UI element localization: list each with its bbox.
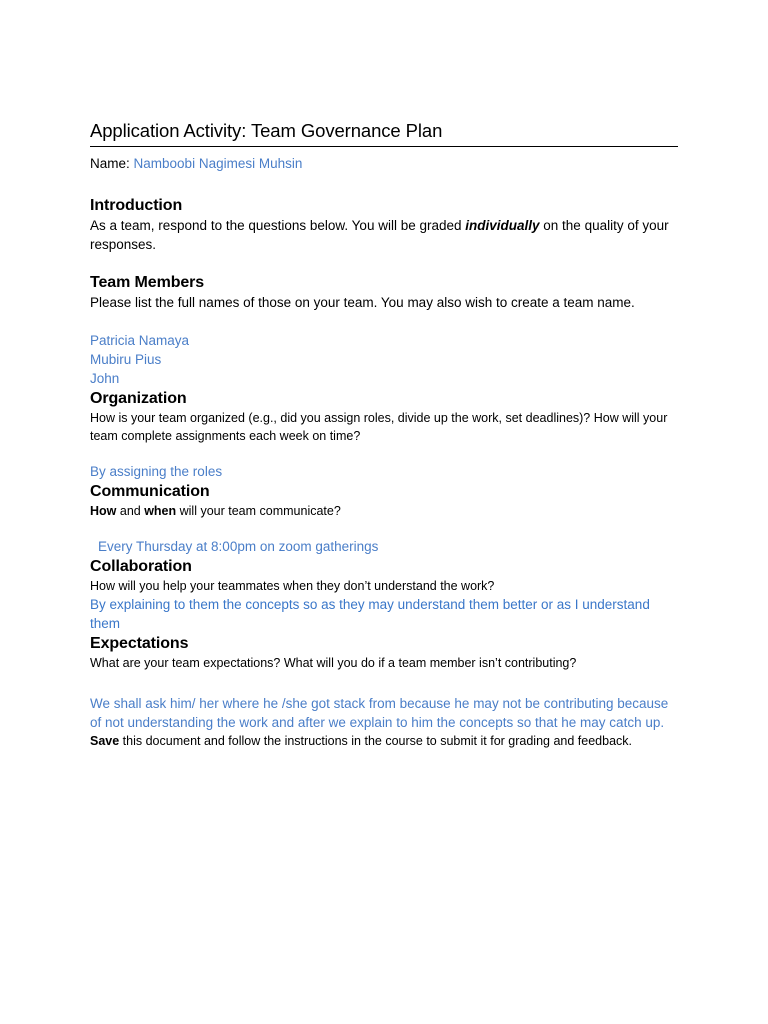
communication-answer: Every Thursday at 8:00pm on zoom gatherings [98, 539, 379, 554]
communication-prompt-when: when [144, 504, 177, 518]
communication-prompt-how: How [90, 504, 117, 518]
document-title: Application Activity: Team Governance Plan [90, 119, 678, 147]
save-instruction-text: this document and follow the instructions in the course to submit it for grading and feedback. [119, 734, 632, 748]
team-members-section [90, 272, 678, 388]
expectations-prompt: What are your team expectations? What will you do if a team member isn’t contributing? [90, 656, 577, 670]
team-members-prompt: Please list the full names of those on your team. You may also wish to create a team name. [90, 295, 635, 310]
name-value: Namboobi Nagimesi Muhsin [133, 156, 303, 171]
collaboration-heading: Collaboration [90, 558, 192, 575]
team-member: Mubiru Pius [90, 352, 162, 367]
collaboration-prompt: How will you help your teammates when they don’t understand the work? [90, 579, 495, 593]
introduction-text-before: As a team, respond to the questions below. You will be graded [90, 218, 466, 233]
introduction-section [90, 195, 678, 254]
communication-prompt-rest: will your team communicate? [176, 504, 341, 518]
communication-prompt [90, 502, 678, 520]
introduction-heading: Introduction [90, 197, 183, 214]
save-instruction-bold: Save [90, 734, 120, 748]
organization-heading: Organization [90, 390, 187, 407]
collaboration-answer: By explaining to them the concepts so as they may understand them better or as I understand them [90, 597, 650, 631]
communication-heading: Communication [90, 483, 210, 500]
team-members-list [90, 331, 678, 388]
team-member: Patricia Namaya [90, 333, 190, 348]
expectations-answer: We shall ask him/ her where he /she got stack from because he may not be contributing because of not understanding the work and after we explain to him the concepts so that he may catch up. [90, 696, 669, 730]
name-line [90, 155, 678, 173]
communication-section [90, 481, 678, 556]
save-instruction [90, 732, 678, 750]
team-member: John [90, 371, 120, 386]
expectations-section [90, 633, 678, 732]
organization-prompt: How is your team organized (e.g., did you assign roles, divide up the work, set deadlines)? How will your team complete assignments each week on time? [90, 411, 668, 443]
team-members-heading: Team Members [90, 274, 205, 291]
organization-section [90, 388, 678, 481]
organization-answer: By assigning the roles [90, 464, 223, 479]
collaboration-section [90, 556, 678, 633]
name-label: Name: [90, 156, 130, 171]
introduction-emphasis: individually [465, 218, 540, 233]
communication-prompt-and: and [116, 504, 145, 518]
introduction-text-after: on the quality of your responses. [90, 218, 669, 252]
introduction-text [90, 216, 678, 254]
document-content [90, 119, 678, 750]
expectations-heading: Expectations [90, 635, 189, 652]
